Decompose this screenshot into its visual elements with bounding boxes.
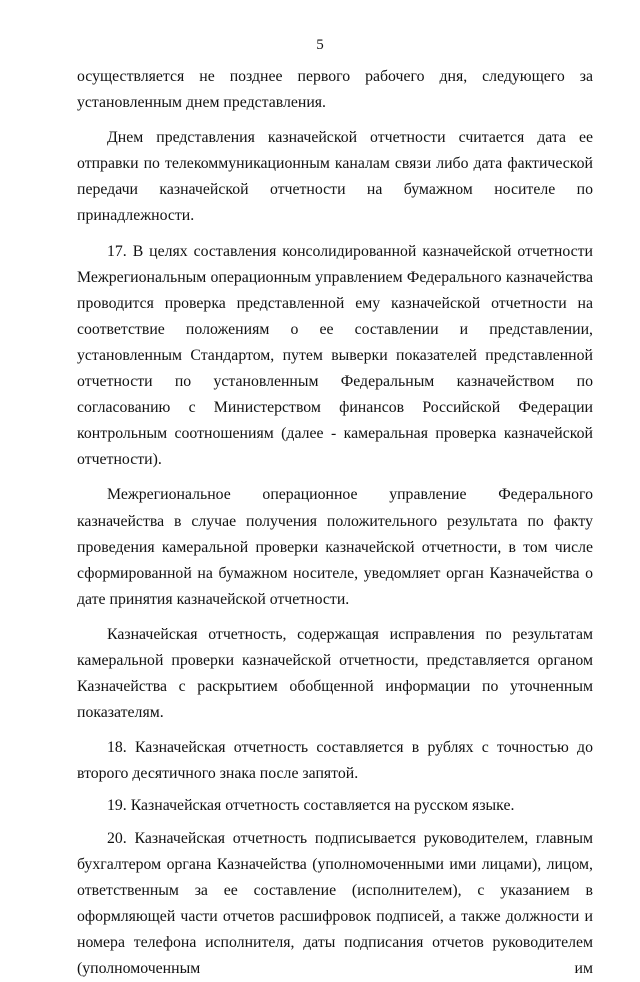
paragraph-17-desk-audit: 17. В целях составления консолидированной казначейской отчетности Межрегиональным операционным управлением Федерального казначейства проводится проверка представленной ему казначейской отчетности на соответствие положениям о ее составлении и представлении, установленным Стандартом, путем выверки показателей представленной отчетности по установленным Федеральным казначейством по согласованию с Министерством финансов Российской Федерации контрольным соотношениям (далее - камеральная проверка казначейской отчетности).: [77, 242, 593, 469]
paragraph-acceptance-notice: Межрегиональное операционное управление Федерального казначейства в случае получения положительного результата по факту проведения камеральной проверки казначейской отчетности, в том числе сформированной на бумажном носителе, уведомляет орган Казначейства о дате принятия казначейской отчетности.: [77, 486, 593, 608]
page-number: 5: [316, 37, 324, 53]
paragraph-20-signatures: 20. Казначейская отчетность подписывается руководителем, главным бухгалтером органа Казначейства (уполномоченными ими лицами), лицом, ответственным за ее составление (исполнителем), с указанием в оформляющей части отчетов расшифровок подписей, а также должности и номера телефона исполнителя, даты подписания отчетов руководителем (уполномоченным им: [77, 829, 593, 977]
paragraph-submission-date: Днем представления казначейской отчетности считается дата ее отправки по телекоммуникационным каналам связи либо дата фактической передачи казначейской отчетности на бумажном носителе по принадлежности.: [77, 129, 593, 225]
document-body: [77, 64, 593, 982]
paragraph-19-language: 19. Казначейская отчетность составляется на русском языке.: [107, 797, 515, 815]
paragraph-corrections: Казначейская отчетность, содержащая исправления по результатам камеральной проверки казначейской отчетности, представляется органом Казначейства с раскрытием обобщенной информации по уточненным показателям.: [77, 625, 593, 722]
paragraph-18-currency: 18. Казначейская отчетность составляется в рублях с точностью до второго десятичного знака после запятой.: [77, 739, 593, 783]
paragraph-continuation: осуществляется не позднее первого рабочего дня, следующего за установленным днем представления.: [77, 68, 593, 112]
